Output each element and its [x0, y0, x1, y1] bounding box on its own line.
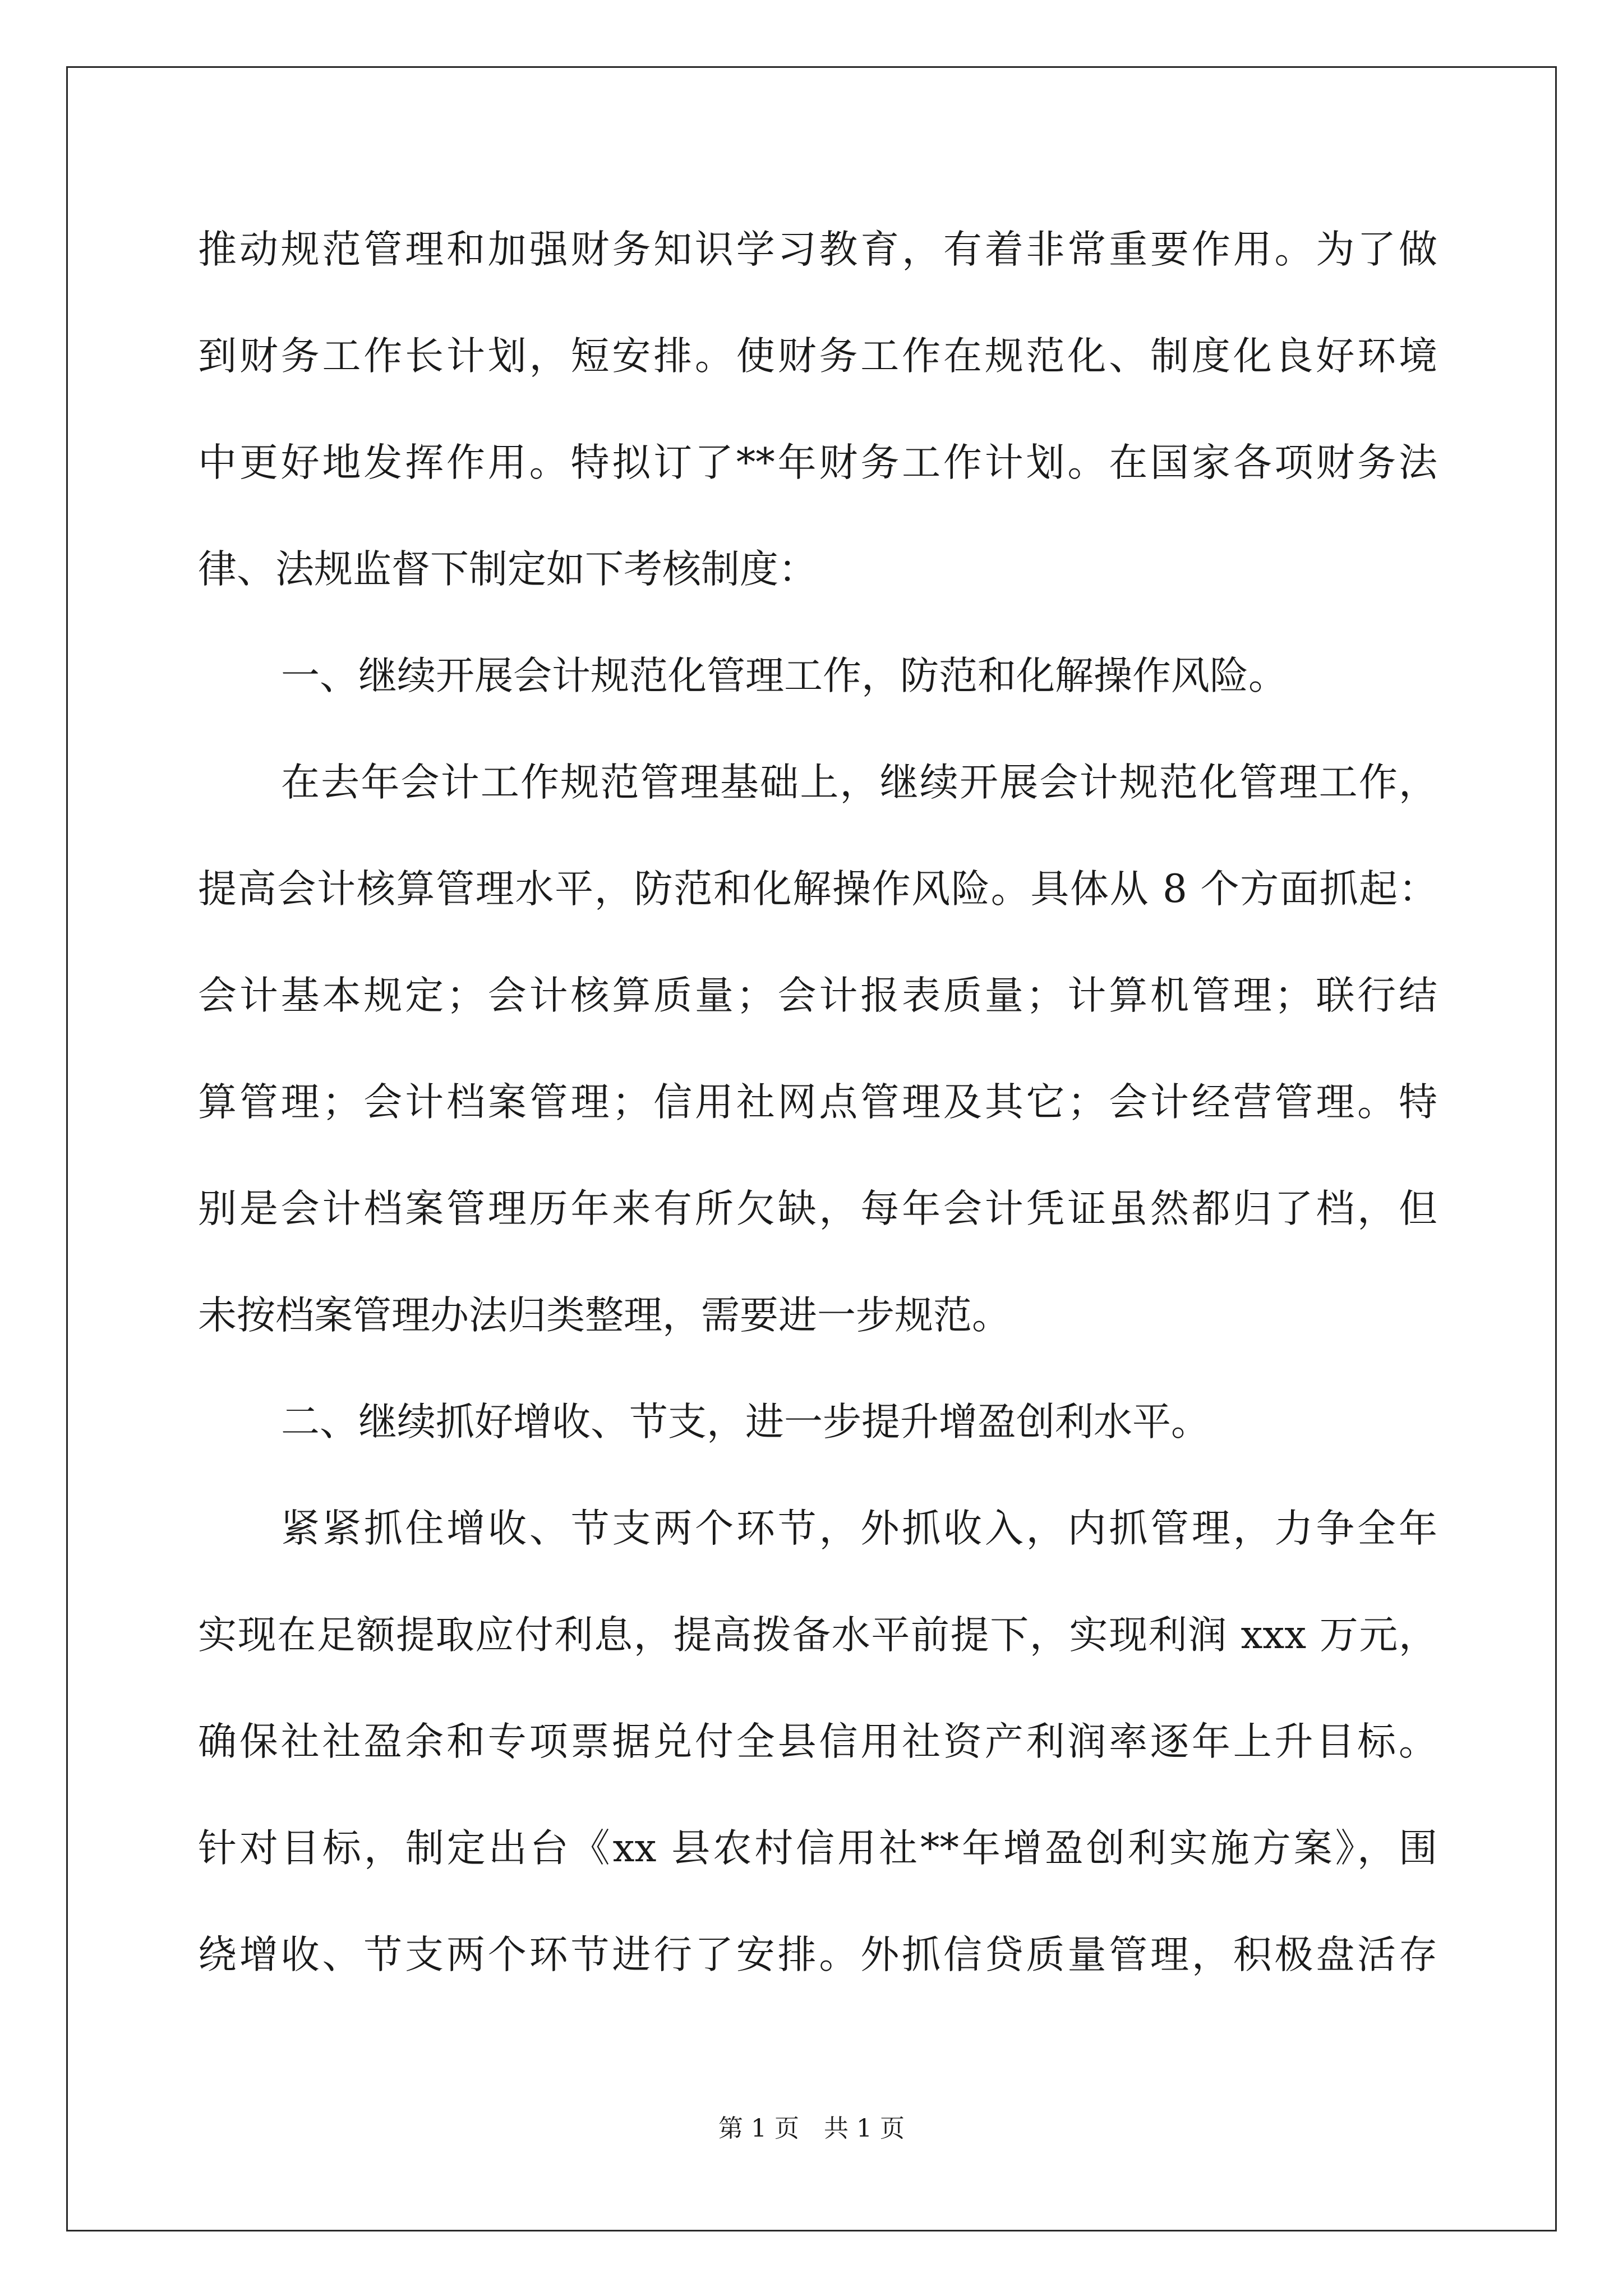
text-line: 提高会计核算管理水平，防范和化解操作风险。具体从 8 个方面抓起：	[198, 867, 1437, 912]
text-line: 会计基本规定；会计核算质量；会计报表质量；计算机管理；联行结	[198, 973, 1437, 1018]
text-line: 紧紧抓住增收、节支两个环节，外抓收入，内抓管理，力争全年	[281, 1506, 1437, 1551]
text-line: 确保社社盈余和专项票据兑付全县信用社资产利润率逐年上升目标。	[198, 1719, 1437, 1764]
text-line: 到财务工作长计划，短安排。使财务工作在规范化、制度化良好环境	[198, 334, 1437, 379]
text-line: 绕增收、节支两个环节进行了安排。外抓信贷质量管理，积极盘活存	[198, 1932, 1437, 1977]
page-border	[66, 66, 1557, 2231]
text-line: 推动规范管理和加强财务知识学习教育，有着非常重要作用。为了做	[198, 227, 1437, 272]
page-number-footer: 第 1 页 共 1 页	[718, 2114, 905, 2143]
text-line: 别是会计档案管理历年来有所欠缺，每年会计凭证虽然都归了档，但	[198, 1186, 1437, 1231]
text-line: 律、法规监督下制定如下考核制度：	[198, 547, 817, 592]
text-line: 针对目标，制定出台《xx 县农村信用社**年增盈创利实施方案》，围	[198, 1826, 1437, 1871]
text-line: 未按档案管理办法归类整理，需要进一步规范。	[198, 1293, 1011, 1338]
text-line: 实现在足额提取应付利息，提高拨备水平前提下，实现利润 xxx 万元，	[198, 1613, 1437, 1658]
section-heading: 二、继续抓好增收、节支，进一步提升增盈创利水平。	[281, 1400, 1210, 1444]
text-line: 中更好地发挥作用。特拟订了**年财务工作计划。在国家各项财务法	[198, 440, 1437, 485]
text-line: 算管理；会计档案管理；信用社网点管理及其它；会计经营管理。特	[198, 1080, 1437, 1125]
text-line: 在去年会计工作规范管理基础上，继续开展会计规范化管理工作，	[281, 760, 1437, 805]
section-heading: 一、继续开展会计规范化管理工作，防范和化解操作风险。	[281, 654, 1287, 698]
